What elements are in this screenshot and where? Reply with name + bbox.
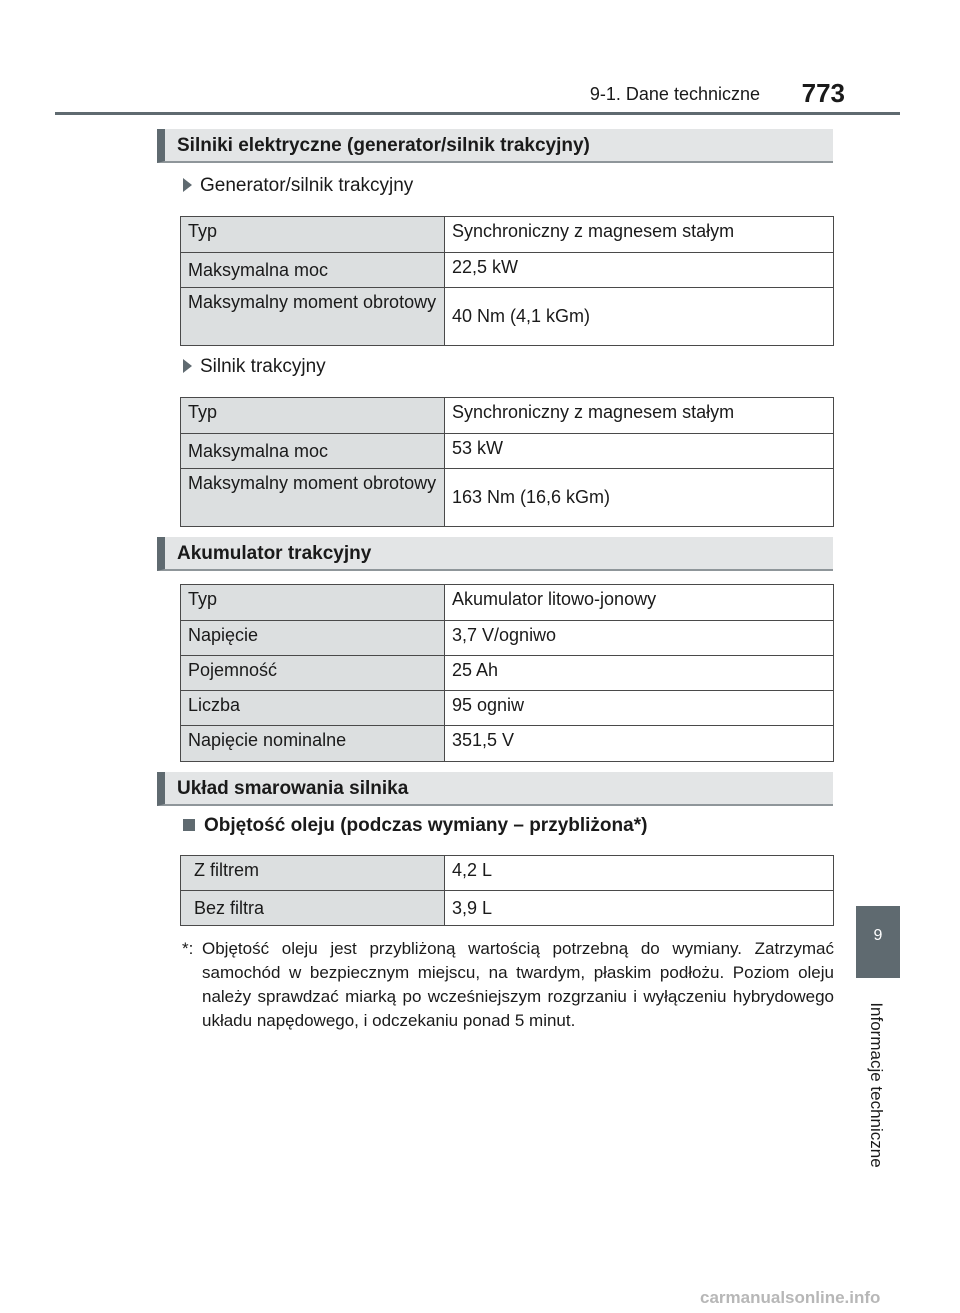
header-divider — [55, 112, 900, 115]
table-row — [181, 691, 834, 726]
subheading-oil-volume-text: Objętość oleju (podczas wymiany – przybliżona*) — [204, 815, 648, 836]
spec-value: Akumulator litowo-jonowy — [445, 585, 834, 621]
battery-spec-table — [180, 584, 834, 762]
spec-value: Synchroniczny z magnesem stałym — [445, 217, 834, 253]
spec-value: 95 ogniw — [445, 691, 834, 726]
spec-value: 22,5 kW — [445, 253, 834, 288]
spec-key: Pojemność — [181, 656, 445, 691]
table-row — [181, 434, 834, 469]
table-row — [181, 585, 834, 621]
spec-key: Typ — [181, 217, 445, 253]
spec-key: Maksymalna moc — [181, 434, 445, 469]
table-row — [181, 217, 834, 253]
spec-value: 4,2 L — [445, 856, 834, 891]
footnote-mark: *: — [182, 939, 194, 958]
subheading-traction-text: Silnik trakcyjny — [200, 356, 326, 377]
subheading-traction — [183, 356, 326, 378]
table-row — [181, 891, 834, 926]
chapter-label-text: Informacje techniczne — [867, 1002, 886, 1168]
spec-key: Maksymalna moc — [181, 253, 445, 288]
oil-spec-table — [180, 855, 834, 926]
section-title-lubrication-text: Układ smarowania silnika — [177, 778, 409, 799]
spec-key: Bez filtra — [181, 891, 445, 926]
footnote — [182, 937, 834, 1033]
generator-spec-table — [180, 216, 834, 346]
section-title-battery-text: Akumulator trakcyjny — [177, 543, 372, 564]
section-title-battery — [157, 537, 833, 571]
table-row — [181, 726, 834, 762]
section-title-motors-text: Silniki elektryczne (generator/silnik trakcyjny) — [177, 135, 590, 156]
spec-value: 163 Nm (16,6 kGm) — [445, 469, 834, 527]
spec-key: Typ — [181, 398, 445, 434]
spec-value: 351,5 V — [445, 726, 834, 762]
table-row — [181, 656, 834, 691]
arrow-right-icon — [183, 359, 192, 373]
table-row — [181, 398, 834, 434]
square-bullet-icon — [183, 819, 195, 831]
running-header: 9-1. Dane techniczne — [589, 84, 760, 104]
arrow-right-icon — [183, 178, 192, 192]
page-number: 773 — [801, 78, 845, 108]
spec-value: 40 Nm (4,1 kGm) — [445, 288, 834, 346]
spec-value: Synchroniczny z magnesem stałym — [445, 398, 834, 434]
footnote-text: Objętość oleju jest przybliżoną wartością potrzebną do wymiany. Zatrzymać samochód w bezpiecznym miejscu, na twardym, płaskim podłożu. Poziom oleju należy sprawdzać miarką po wcześniejszym rozgrzaniu i wyłączeniu hybrydowego układu napędowego, i odczekaniu ponad 5 minut. — [202, 939, 834, 1030]
spec-value: 25 Ah — [445, 656, 834, 691]
spec-value: 3,7 V/ogniwo — [445, 621, 834, 656]
subheading-oil-volume — [183, 815, 647, 837]
traction-spec-table — [180, 397, 834, 527]
table-row — [181, 469, 834, 527]
spec-value: 53 kW — [445, 434, 834, 469]
chapter-label — [860, 990, 890, 1180]
watermark: carmanualsonline.info — [700, 1288, 881, 1307]
table-row — [181, 253, 834, 288]
spec-key: Napięcie nominalne — [181, 726, 445, 762]
spec-key: Typ — [181, 585, 445, 621]
spec-key: Z filtrem — [181, 856, 445, 891]
table-row — [181, 621, 834, 656]
table-row — [181, 856, 834, 891]
section-title-lubrication — [157, 772, 833, 806]
section-title-motors — [157, 129, 833, 163]
subheading-generator-text: Generator/silnik trakcyjny — [200, 175, 414, 196]
spec-key: Maksymalny moment obrotowy — [181, 469, 445, 527]
spec-key: Liczba — [181, 691, 445, 726]
spec-key: Maksymalny moment obrotowy — [181, 288, 445, 346]
spec-value: 3,9 L — [445, 891, 834, 926]
chapter-tab[interactable]: 9 — [856, 906, 900, 978]
spec-key: Napięcie — [181, 621, 445, 656]
subheading-generator — [183, 175, 413, 197]
table-row — [181, 288, 834, 346]
